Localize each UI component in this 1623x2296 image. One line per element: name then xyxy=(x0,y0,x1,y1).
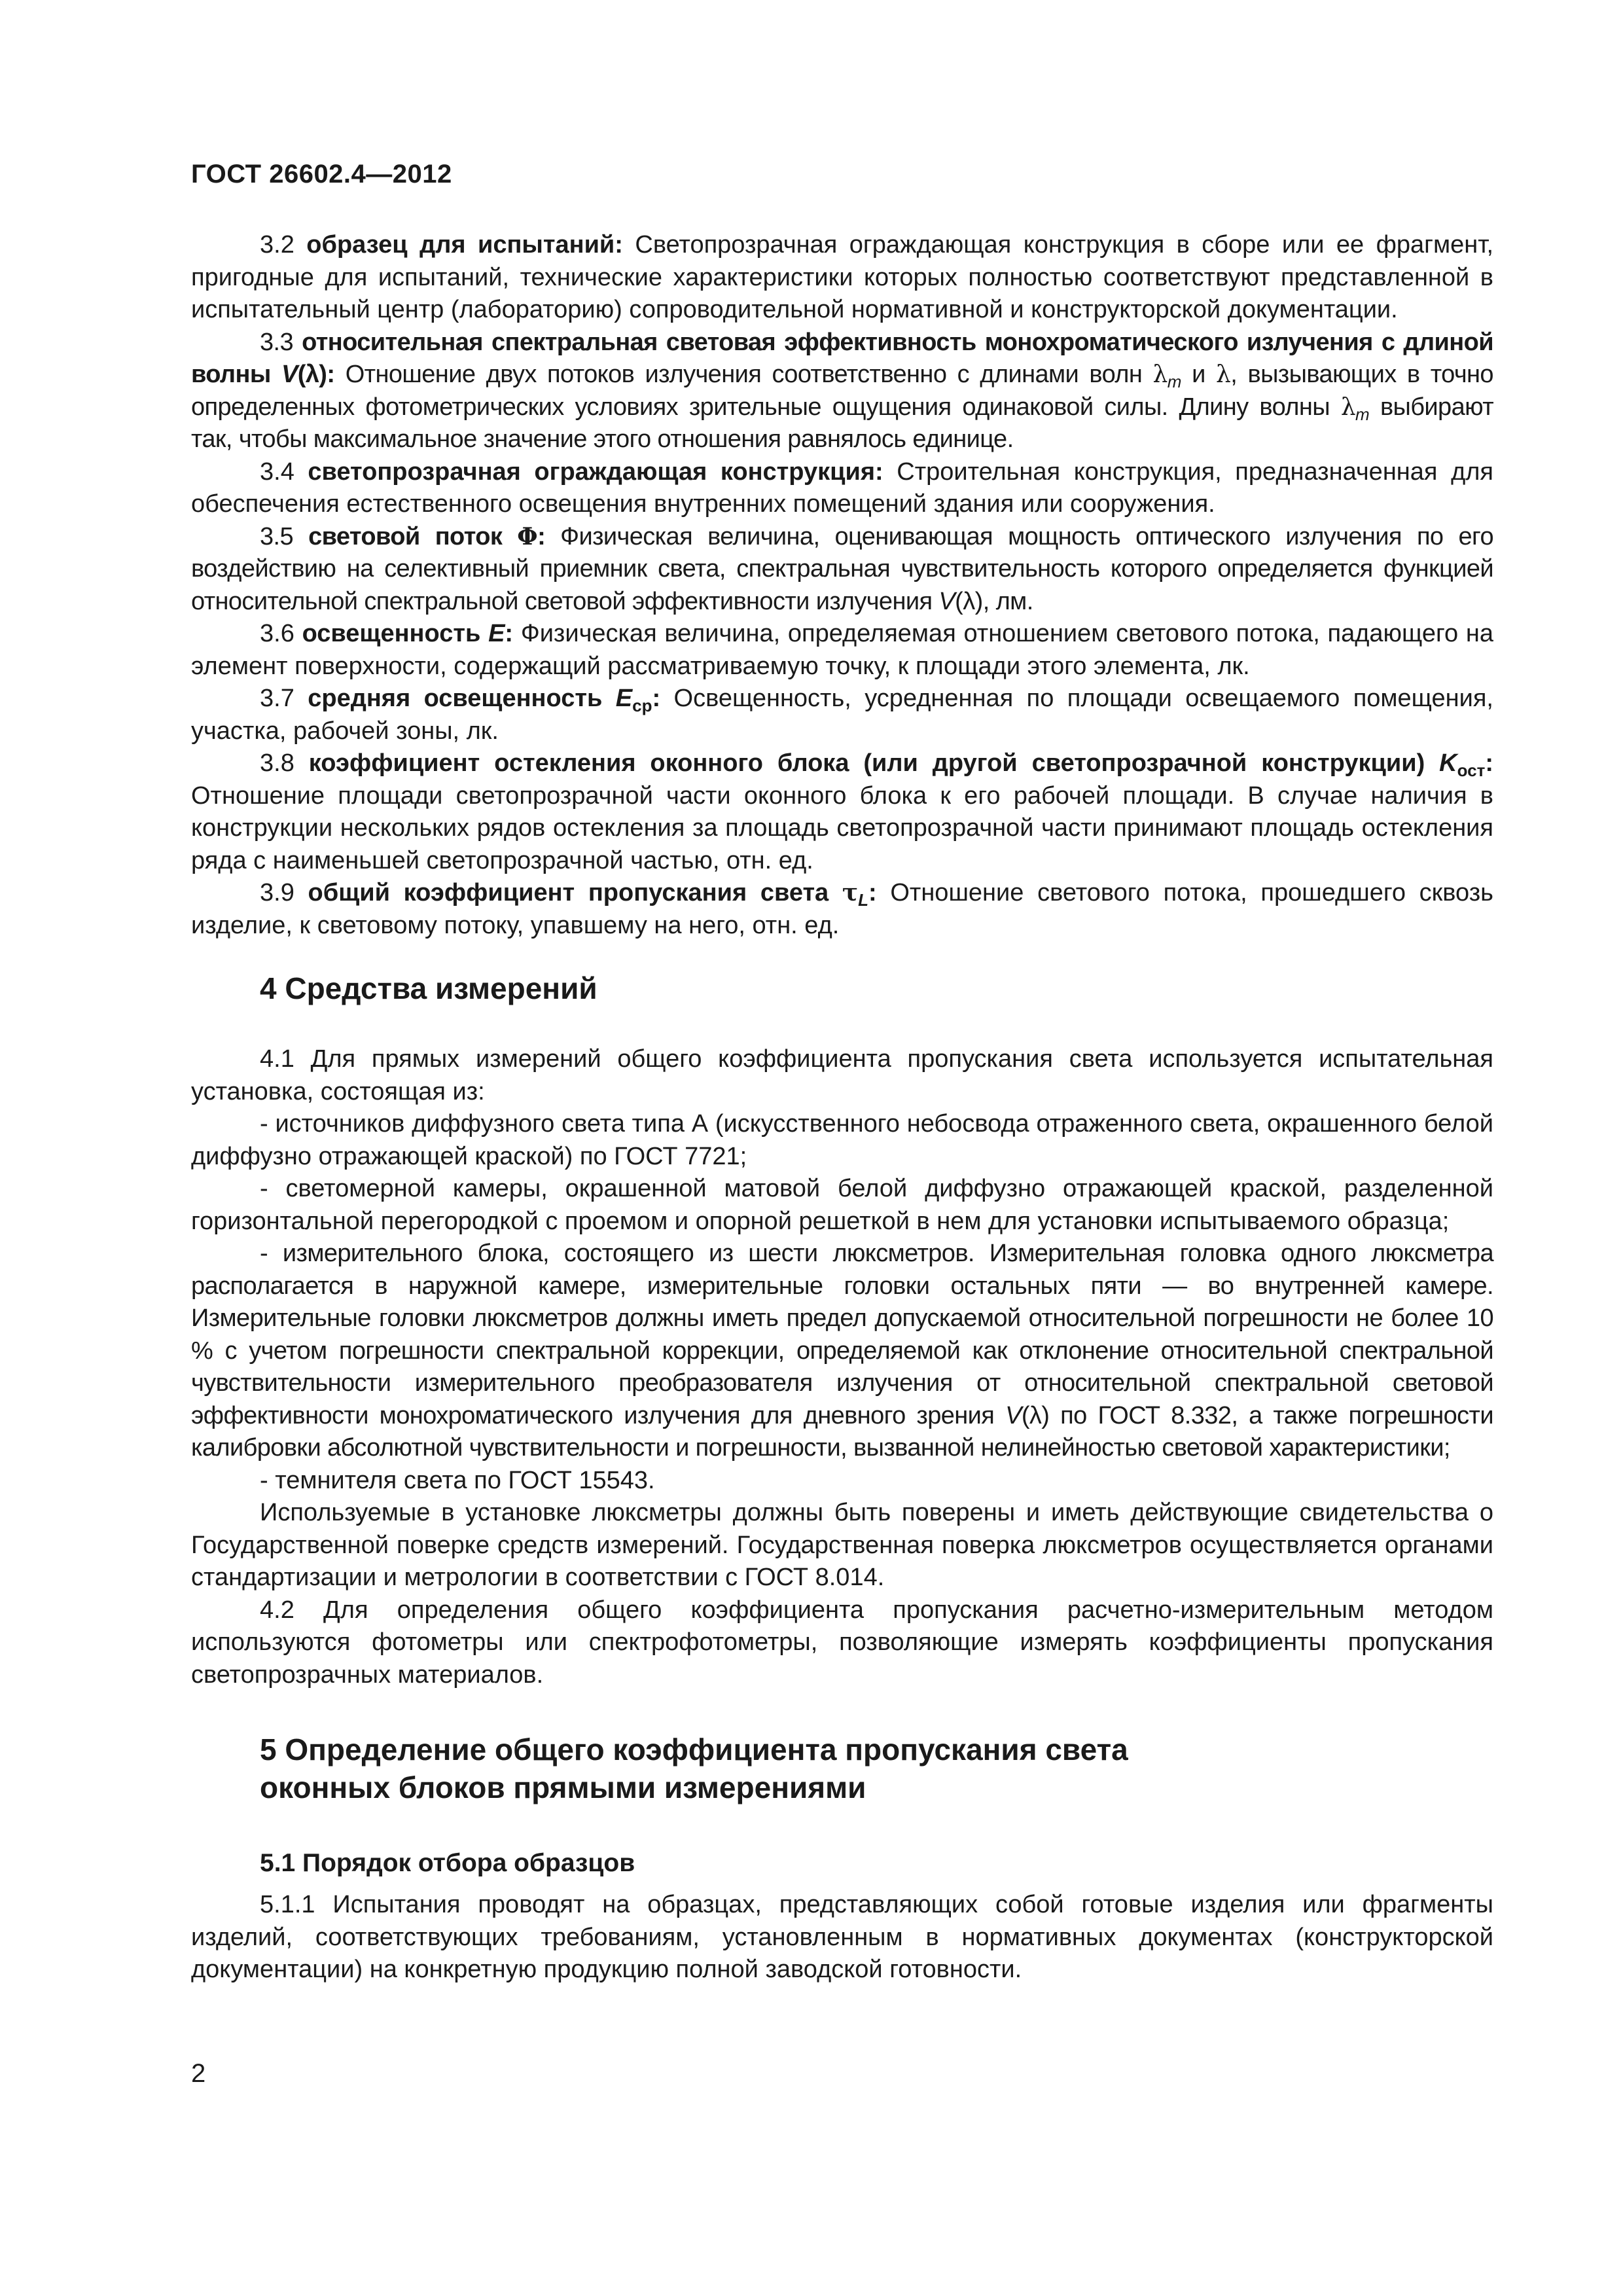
paragraph-5-1-1: 5.1.1 Испытания проводят на образцах, представляющих собой готовые изделия или фрагменты изделий, соответствующих требованиям, установленным в нормативных документах (конструкторской документации) на конкретную продукцию полной заводской готовности. xyxy=(191,1891,1493,1983)
definition-3-6: 3.6 освещенность E: Физическая величина, определяемая отношением светового потока, падающего на элемент поверхности, содержащий рассматриваемую точку, к площади этого элемента, лк. xyxy=(191,620,1494,680)
term: светопрозрачная ограждающая конструкция: xyxy=(308,457,883,486)
section-4-heading: 4 Средства измерений xyxy=(260,971,597,1005)
page-number: 2 xyxy=(191,2059,206,2088)
term: общий коэффициент пропускания света $\tau_L$: xyxy=(308,879,877,910)
paragraph-verification: Используемые в установке люксметры должны быть поверены и иметь действующие свидетельства о Государственной поверке средств измерений. Государственная поверка люксметров осуществляется органами стандартизации и метрологии в соответствии с ГОСТ 8.014. xyxy=(191,1499,1493,1591)
list-item: - светомерной камеры, окрашенной матовой белой диффузно отражающей краской, разделенной горизонтальной перегородкой с проемом и опорной решеткой в нем для установки испытываемого образца; xyxy=(191,1175,1493,1235)
term: коэффициент остекления оконного блока (или другой светопрозрачной конструкции) $K_{ост}$: xyxy=(308,749,1493,780)
definition-3-2: 3.2 образец для испытаний: Светопрозрачная ограждающая конструкция в сборе или ее фрагмент, пригодные для испытаний, технические характеристики которых полностью соответствуют представленной в испытательный центр (лабораторию) сопроводительной нормативной и конструкторской документации. xyxy=(191,231,1494,323)
term: образец для испытаний: xyxy=(306,231,623,259)
document-body xyxy=(191,229,1493,1986)
list-item: - источников диффузного света типа А (искусственного небосвода отраженного света, окрашенного белой диффузно отражающей краской) по ГОСТ 7721; xyxy=(191,1110,1493,1170)
definition-3-8: 3.8 коэффициент остекления оконного блока (или другой светопрозрачной конструкции) $K_{ост}$: Отношение площади светопрозрачной части оконного блока к его рабочей площади. В случае наличия в конструкции нескольких рядов остекления за площадь светопрозрачной части принимают площадь остекления ряда с наименьшей светопрозрачной частью, отн. ед. xyxy=(191,749,1493,874)
paragraph-4-1: 4.1 Для прямых измерений общего коэффициента пропускания света используется испытательная установка, состоящая из: xyxy=(191,1045,1493,1105)
subsection-5-1-heading: 5.1 Порядок отбора образцов xyxy=(260,1849,635,1877)
term: относительная спектральная световая эффективность монохроматического излучения с длиной волны V(λ): xyxy=(191,328,1493,388)
document-header: ГОСТ 26602.4—2012 xyxy=(191,160,452,188)
term: освещенность E: xyxy=(302,620,514,647)
term: световой поток Φ: xyxy=(308,522,546,550)
definition-3-7: 3.7 средняя освещенность $E_{ср}$: Освещенность, усредненная по площади освещаемого помещения, участка, рабочей зоны, лк. xyxy=(191,685,1493,745)
section-5-heading: 5 Определение общего коэффициента пропускания света оконных блоков прямыми измерениями xyxy=(260,1732,1128,1804)
definition-3-3: 3.3 относительная спектральная световая эффективность монохроматического излучения с длиной волны V(λ): Отношение двух потоков излучения соответственно с длинами волн $\lambda_m$ и λ, вызывающих в точно определенных фотометрических условиях зрительные ощущения одинаковой силы. Длину волны $\lambda_m$ выбирают так, чтобы максимальное значение этого отношения равнялось единице. xyxy=(191,328,1493,453)
paragraph-4-2: 4.2 Для определения общего коэффициента пропускания расчетно-измерительным методом используются фотометры или спектрофотометры, позволяющие измерять коэффициенты пропускания светопрозрачных материалов. xyxy=(191,1596,1493,1689)
definition-3-4: 3.4 светопрозрачная ограждающая конструкция: Строительная конструкция, предназначенная для обеспечения естественного освещения внутренних помещений здания или сооружения. xyxy=(191,457,1493,518)
definition-3-5: 3.5 световой поток Φ: Физическая величина, оценивающая мощность оптического излучения по его воздействию на селективный приемник света, спектральная чувствительность которого определяется функцией относительной спектральной световой эффективности излучения V(λ), лм. xyxy=(191,522,1493,615)
term: средняя освещенность $E_{ср}$: xyxy=(308,685,661,715)
definition-3-9: 3.9 общий коэффициент пропускания света $\tau_L$: Отношение светового потока, прошедшего сквозь изделие, к световому потоку, упавшему на него, отн. ед. xyxy=(191,879,1493,939)
list-item: - темнителя света по ГОСТ 15543. xyxy=(260,1466,655,1494)
list-item: - измерительного блока, состоящего из шести люксметров. Измерительная головка одного люксметра располагается в наружной камере, измерительные головки остальных пяти — во внутренней камере. Измерительные головки люксметров должны иметь предел допускаемой относительной погрешности не более 10 % с учетом погрешности спектральной коррекции, определяемой как отклонение относительной спектральной чувствительности измерительного преобразователя излучения от относительной спектральной световой эффективности монохроматического излучения для дневного зрения V(λ) по ГОСТ 8.332, а также погрешности калибровки абсолютной чувствительности и погрешности, вызванной нелинейностью световой характеристики; xyxy=(191,1240,1493,1462)
